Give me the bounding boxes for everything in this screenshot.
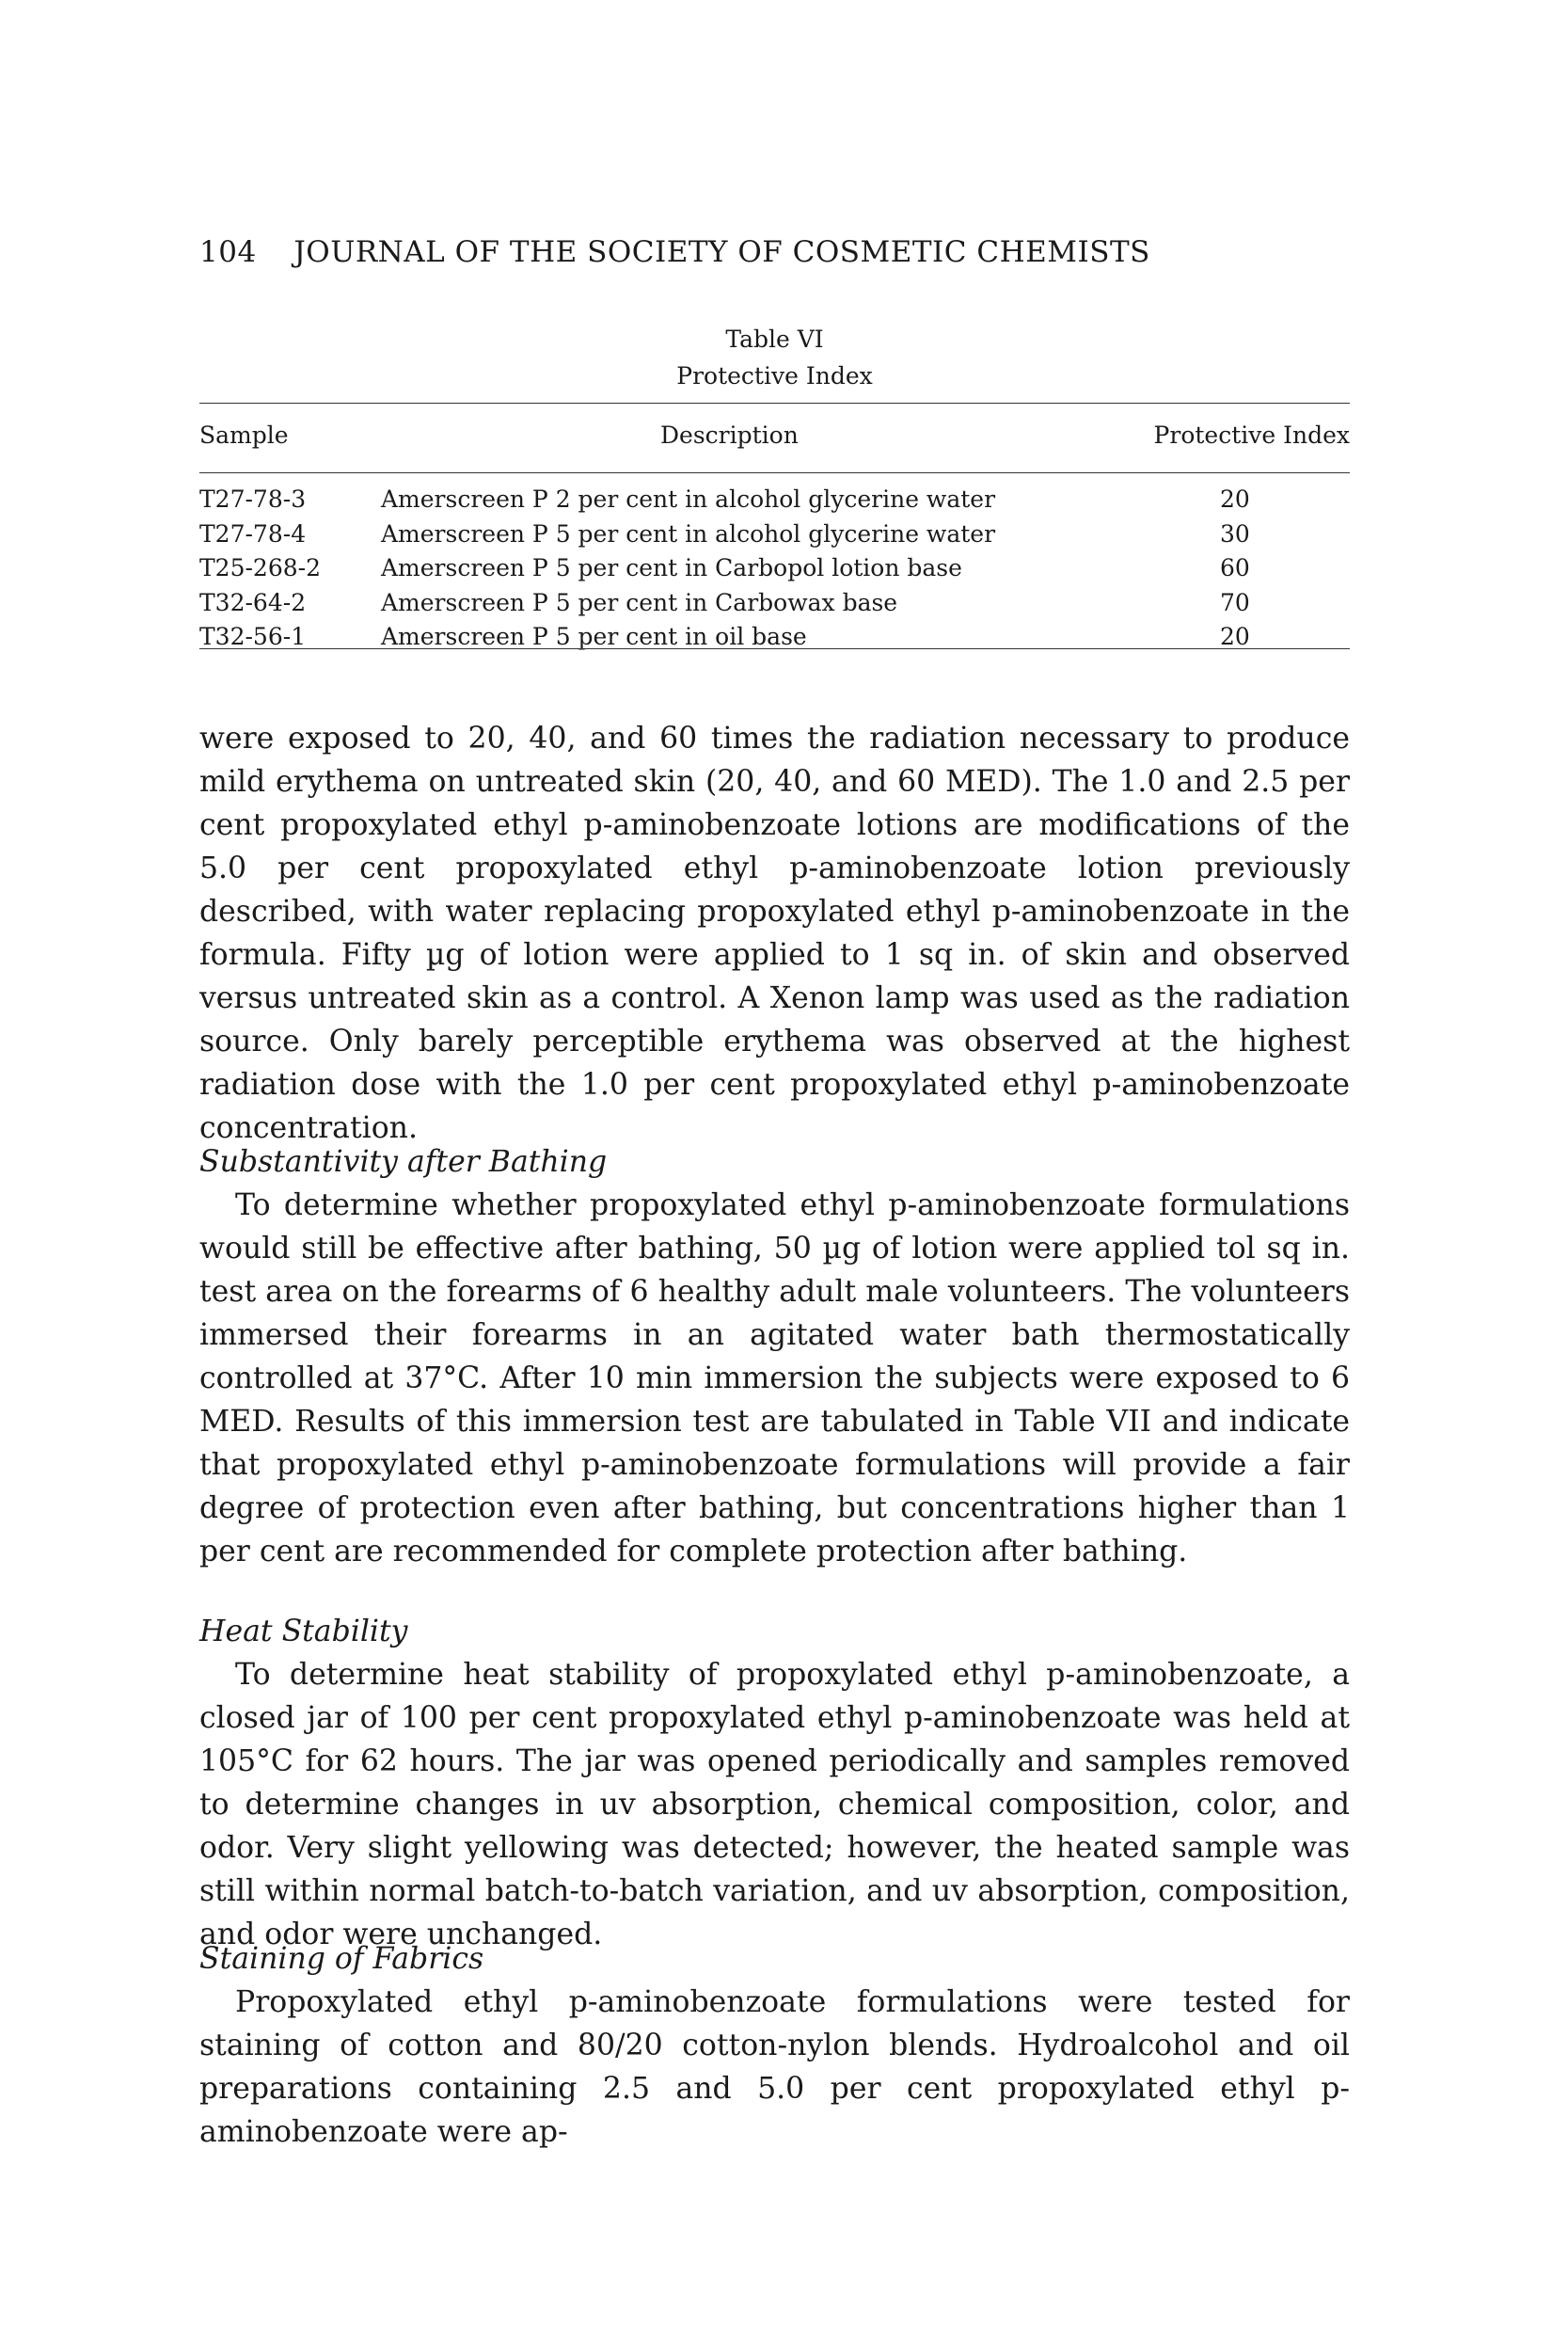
table-row xyxy=(199,623,1350,658)
table-body xyxy=(199,486,1350,658)
journal-title: JOURNAL OF THE SOCIETY OF COSMETIC CHEMISTS xyxy=(293,235,1150,269)
cell-sample: T32-64-2 xyxy=(199,588,307,616)
running-header xyxy=(199,235,1253,269)
cell-description: Amerscreen P 5 per cent in Carbowax base xyxy=(381,588,898,616)
cell-description: Amerscreen P 5 per cent in oil base xyxy=(381,623,807,650)
cell-protective-index: 20 xyxy=(1220,623,1250,650)
intro-paragraph: were exposed to 20, 40, and 60 times the radiation necessary to produce mild erythema on untreated skin (20, 40, and 60 MED). The 1.0 and 2.5 per cent propoxylated ethyl p-aminobenzoate lotions are modifications of the 5.0 per cent propoxylated ethyl p-aminobenzoate lotion previously described, with water replacing propoxylated ethyl p-aminobenzoate in the formula. Fifty µg of lotion were applied to 1 sq in. of skin and observed versus untreated skin as a control. A Xenon lamp was used as the radiation source. Only barely perceptible erythema was observed at the highest radiation dose with the 1.0 per cent propoxylated ethyl p-aminobenzoate concentration. xyxy=(199,722,1350,1145)
table-bottom-rule xyxy=(199,648,1350,649)
intro-paragraph-block xyxy=(199,717,1350,1150)
column-header-protective-index: Protective Index xyxy=(1153,422,1350,449)
cell-sample: T27-78-3 xyxy=(199,486,307,513)
table-top-rule xyxy=(199,403,1350,404)
cell-protective-index: 70 xyxy=(1220,588,1250,616)
column-header-description: Description xyxy=(660,422,799,449)
cell-protective-index: 20 xyxy=(1220,486,1250,513)
cell-protective-index: 60 xyxy=(1220,554,1250,581)
table-header-rule xyxy=(199,472,1350,473)
cell-description: Amerscreen P 2 per cent in alcohol glycerine water xyxy=(381,486,996,513)
table-row xyxy=(199,520,1350,555)
table-title: Table VI xyxy=(725,326,824,353)
cell-sample: T25-268-2 xyxy=(199,554,322,581)
section-paragraph: To determine whether propoxylated ethyl p-aminobenzoate formulations would still be effective after bathing, 50 µg of lotion were applied tol sq in. test area on the forearms of 6 healthy adult male volunteers. The volunteers immersed their forearms in an agitated water bath thermostatically controlled at 37°C. After 10 min immersion the subjects were exposed to 6 MED. Results of this immersion test are tabulated in Table VII and indicate that propoxylated ethyl p-aminobenzoate formulations will provide a fair degree of protection even after bathing, but concentrations higher than 1 per cent are recommended for complete protection after bathing. xyxy=(199,1188,1350,1568)
section-substantivity xyxy=(199,1140,1350,1573)
table-row xyxy=(199,589,1350,624)
cell-sample: T27-78-4 xyxy=(199,519,307,548)
table-row xyxy=(199,486,1350,520)
section-paragraph: To determine heat stability of propoxylated ethyl p-aminobenzoate, a closed jar of 100 per cent propoxylated ethyl p-aminobenzoate was held at 105°C for 62 hours. The jar was opened periodically and samples removed to determine changes in uv absorption, chemical composition, color, and odor. Very slight yellowing was detected; however, the heated sample was still within normal batch-to-batch variation, and uv absorption, composition, and odor were unchanged. xyxy=(199,1658,1350,1951)
section-title: Substantivity after Bathing xyxy=(199,1145,608,1179)
section-title: Heat Stability xyxy=(199,1615,408,1648)
cell-protective-index: 30 xyxy=(1220,519,1250,548)
cell-description: Amerscreen P 5 per cent in Carbopol lotion base xyxy=(381,554,962,581)
section-heat-stability xyxy=(199,1610,1350,1956)
section-paragraph: Propoxylated ethyl p-aminobenzoate formulations were tested for staining of cotton and 80/20 cotton-nylon blends. Hydroalcohol and oil preparations containing 2.5 and 5.0 per cent propoxylated ethyl p-aminobenzoate were ap- xyxy=(199,1985,1350,2149)
table-row xyxy=(199,554,1350,589)
column-header-sample: Sample xyxy=(199,422,289,449)
page-number: 104 xyxy=(199,235,257,269)
section-staining xyxy=(199,1937,1350,2154)
table-header xyxy=(199,422,1350,455)
cell-sample: T32-56-1 xyxy=(199,623,307,650)
section-title: Staining of Fabrics xyxy=(199,1942,484,1976)
table-subtitle: Protective Index xyxy=(676,362,873,390)
cell-description: Amerscreen P 5 per cent in alcohol glycerine water xyxy=(381,519,996,548)
